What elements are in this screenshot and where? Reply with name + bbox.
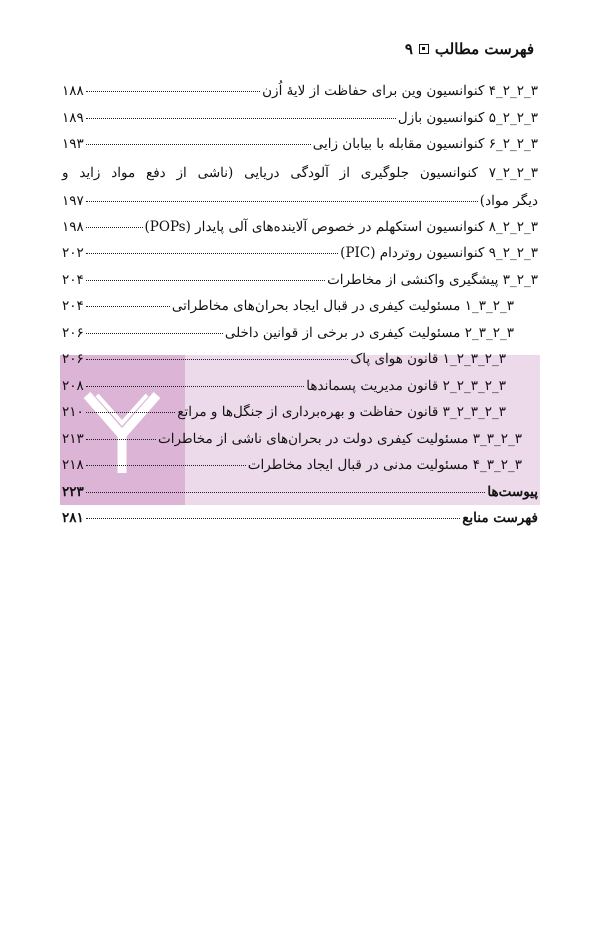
toc-entry[interactable] <box>62 158 538 214</box>
toc-entry[interactable] <box>62 426 538 453</box>
toc-entry-title: ۳_۲_۳_۱ مسئولیت کیفری در قبال ایجاد بحران‌های مخاطراتی <box>171 298 514 314</box>
header-page-number: ۹ <box>404 40 413 58</box>
toc-entry-page: ۲۰۴ <box>62 298 84 314</box>
toc-entry[interactable] <box>62 214 538 241</box>
toc-entry-page: ۲۱۰ <box>62 404 84 420</box>
toc-entry-page: ۲۰۶ <box>62 324 84 341</box>
toc-entry-page: ۲۰۲ <box>62 245 84 261</box>
dot-leader <box>86 439 156 440</box>
toc-entry-title: ۳_۲_۲_۸ کنوانسیون استکهلم در خصوص آلاینده‌های آلی پایدار (POPs) <box>144 218 538 235</box>
toc-entry-page: ۱۹۳ <box>62 136 84 152</box>
header-title: فهرست مطالب <box>434 40 534 58</box>
toc-entry-title: ۳_۲_۲_۵ کنوانسیون بازل <box>397 109 538 126</box>
table-of-contents <box>62 78 538 532</box>
toc-entry-page: ۱۸۹ <box>62 109 84 126</box>
page-header <box>405 40 534 58</box>
toc-entry[interactable] <box>62 105 538 132</box>
dot-leader <box>86 333 223 334</box>
toc-entry-title: ۳_۲_۳ پیشگیری واکنشی از مخاطرات <box>327 271 538 288</box>
toc-entry-page: ۲۸۱ <box>62 510 84 526</box>
toc-entry[interactable] <box>62 399 538 426</box>
toc-entry-title: ۳_۲_۳_۳ مسئولیت کیفری دولت در بحران‌های ناشی از مخاطرات <box>158 430 522 447</box>
dot-leader <box>86 306 170 307</box>
dot-leader <box>86 465 246 466</box>
dot-leader <box>86 359 348 360</box>
toc-entry-page: ۲۰۸ <box>62 377 84 394</box>
toc-entry[interactable] <box>62 346 538 373</box>
toc-entry-page: ۲۲۳ <box>62 483 84 500</box>
toc-entry-title: ۳_۲_۳_۲_۲ قانون مدیریت پسماندها <box>306 377 506 394</box>
toc-entry[interactable] <box>62 479 538 506</box>
toc-entry-page: ۲۱۸ <box>62 457 84 473</box>
dot-leader <box>86 412 176 413</box>
toc-entry-title: فهرست منابع <box>462 510 538 526</box>
toc-entry-title: ۳_۲_۳_۴ مسئولیت مدنی در قبال ایجاد مخاطرات <box>247 457 522 473</box>
toc-entry[interactable] <box>62 373 538 400</box>
toc-entry-page: ۲۱۳ <box>62 430 84 447</box>
dot-leader <box>86 144 311 145</box>
toc-entry[interactable] <box>62 267 538 294</box>
toc-entry-title: ۳_۲_۳_۲_۳ قانون حفاظت و بهره‌برداری از جنگل‌ها و مراتع <box>177 404 506 420</box>
toc-entry-title-continued: دیگر مواد) <box>479 192 538 209</box>
toc-entry[interactable] <box>62 131 538 158</box>
toc-entry[interactable] <box>62 293 538 320</box>
dot-leader <box>86 91 260 92</box>
toc-entry[interactable] <box>62 505 538 532</box>
toc-entry-page: ۲۰۶ <box>62 351 84 367</box>
toc-entry-page: ۱۹۸ <box>62 218 84 235</box>
toc-entry-title: پیوست‌ها <box>487 483 538 500</box>
toc-entry[interactable] <box>62 320 538 347</box>
dot-leader <box>86 201 478 202</box>
toc-entry-title: ۳_۲_۲_۹ کنوانسیون روتردام (PIC) <box>340 245 538 261</box>
toc-entry-title: ۳_۲_۲_۶ کنوانسیون مقابله با بیابان زایی <box>312 136 538 152</box>
toc-entry-page: ۱۸۸ <box>62 83 84 99</box>
dot-leader <box>86 492 486 493</box>
dot-leader <box>86 518 460 519</box>
dot-leader <box>86 253 338 254</box>
toc-entry-page: ۱۹۷ <box>62 192 84 209</box>
toc-entry-title: ۳_۲_۲_۴ کنوانسیون وین برای حفاظت از لایهٔ اُزن <box>262 83 538 99</box>
toc-entry-title: ۳_۲_۳_۲ مسئولیت کیفری در برخی از قوانین داخلی <box>224 324 514 341</box>
toc-entry[interactable] <box>62 452 538 479</box>
toc-entry-title: ۳_۲_۲_۷ کنوانسیون جلوگیری از آلودگی دریایی (ناشی از دفع مواد زاید و <box>62 164 538 181</box>
toc-entry-continuation <box>62 188 538 214</box>
dot-leader <box>86 280 325 281</box>
dot-leader <box>86 227 143 228</box>
square-bullet-icon <box>419 44 429 54</box>
toc-entry[interactable] <box>62 240 538 267</box>
dot-leader <box>86 386 304 387</box>
dot-leader <box>86 118 396 119</box>
toc-entry-page: ۲۰۴ <box>62 271 84 288</box>
toc-entry[interactable] <box>62 78 538 105</box>
toc-entry-title: ۳_۲_۳_۲_۱ قانون هوای پاک <box>350 351 506 367</box>
